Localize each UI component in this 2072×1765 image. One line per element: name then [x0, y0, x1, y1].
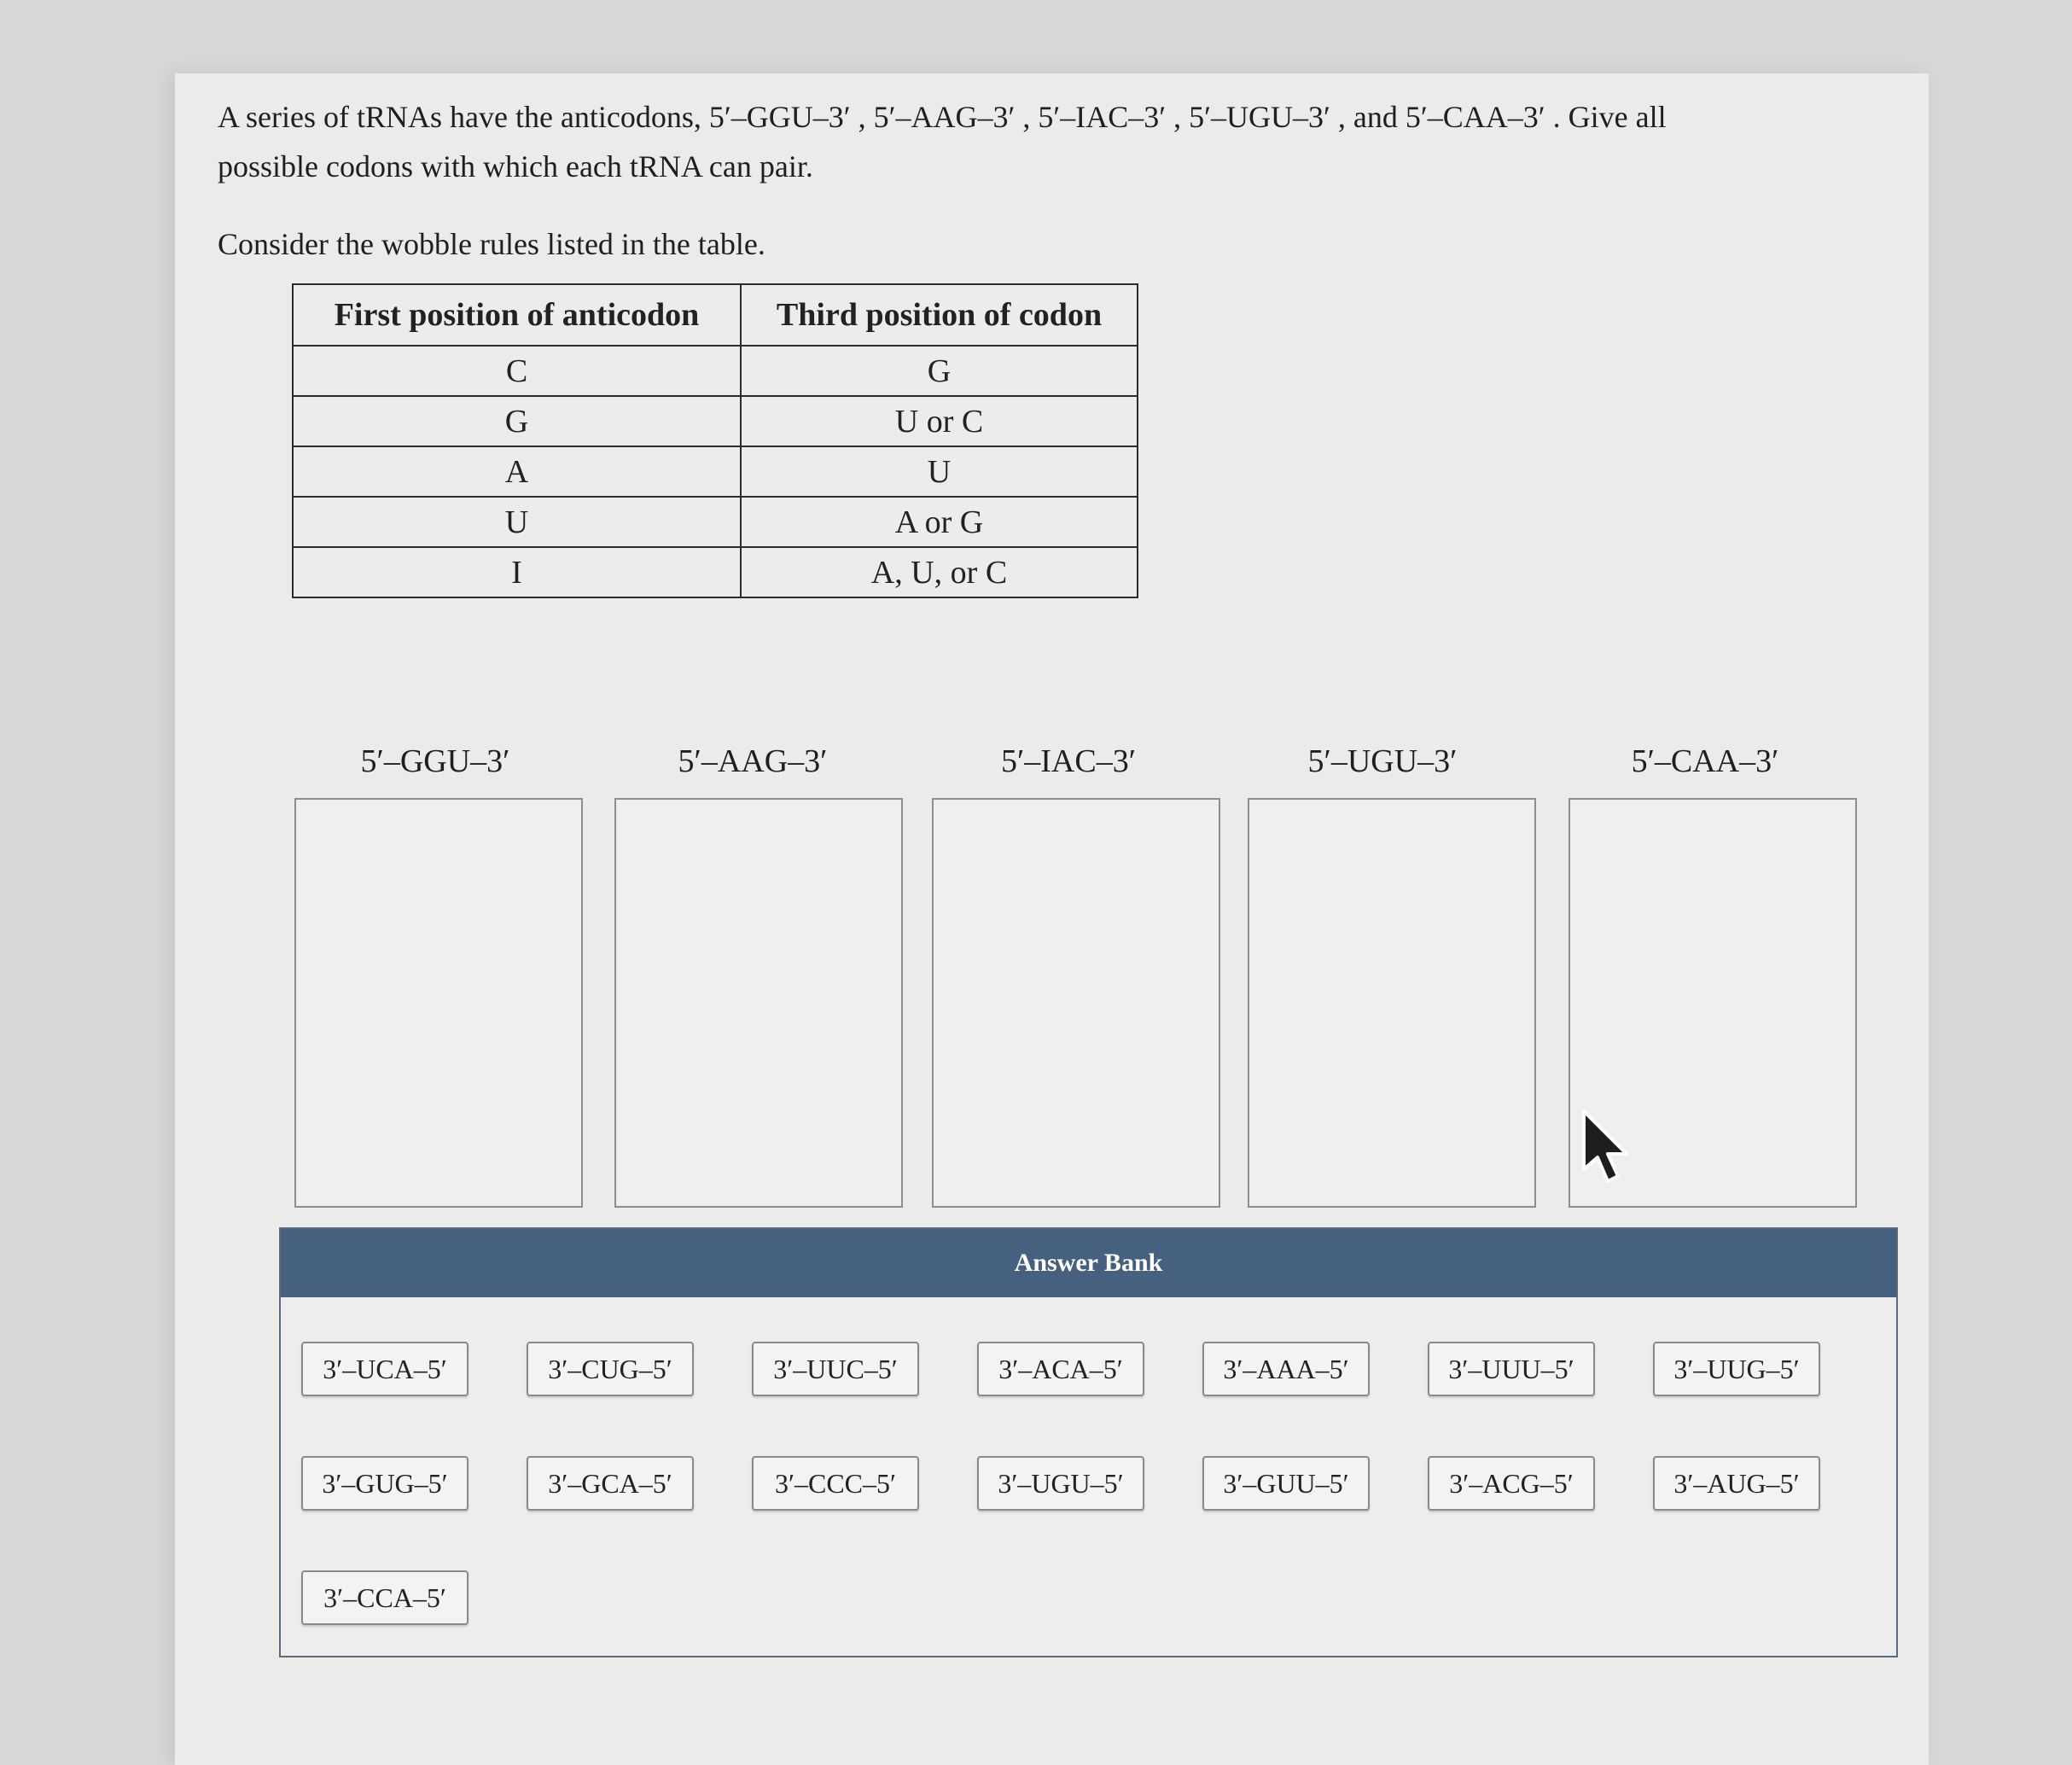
table-row: [293, 446, 1138, 497]
table-row: [293, 547, 1138, 597]
table-cell: A or G: [741, 497, 1138, 547]
answer-chip[interactable]: 3′–ACA–5′: [977, 1342, 1144, 1396]
answer-chip[interactable]: 3′–ACG–5′: [1428, 1456, 1595, 1511]
answer-chip[interactable]: 3′–GCA–5′: [527, 1456, 694, 1511]
wobble-rules-table: [292, 283, 1138, 598]
table-cell: U: [741, 446, 1138, 497]
question-line-2: possible codons with which each tRNA can pair.: [218, 149, 813, 183]
table-header-row: [293, 284, 1138, 346]
answer-chip[interactable]: 3′–CCC–5′: [752, 1456, 919, 1511]
table-cell: U: [293, 497, 741, 547]
drop-target-iac[interactable]: [932, 798, 1220, 1208]
table-cell: G: [293, 396, 741, 446]
table-cell: G: [741, 346, 1138, 396]
target-label-aag: 5′–AAG–3′: [678, 743, 828, 779]
target-label-ugu: 5′–UGU–3′: [1307, 743, 1458, 779]
answer-chip[interactable]: 3′–UUG–5′: [1653, 1342, 1820, 1396]
target-label-iac: 5′–IAC–3′: [1000, 743, 1137, 779]
table-cell: U or C: [741, 396, 1138, 446]
instruction-text: Consider the wobble rules listed in the table.: [218, 227, 765, 261]
drop-target-aag[interactable]: [614, 798, 903, 1208]
table-cell: I: [293, 547, 741, 597]
answer-chip[interactable]: 3′–UUU–5′: [1428, 1342, 1595, 1396]
question-line-1: A series of tRNAs have the anticodons, 5′–GGU–3′ , 5′–AAG–3′ , 5′–IAC–3′ , 5′–UGU–3′ , and 5′–CAA–3′ . Give all: [218, 100, 1667, 134]
table-header-cell: First position of anticodon: [293, 284, 741, 346]
table-cell: C: [293, 346, 741, 396]
answer-chip[interactable]: 3′–GUG–5′: [301, 1456, 469, 1511]
table-row: [293, 346, 1138, 396]
table-cell: A, U, or C: [741, 547, 1138, 597]
drop-target-ugu[interactable]: [1248, 798, 1536, 1208]
answer-chip[interactable]: 3′–GUU–5′: [1202, 1456, 1370, 1511]
answer-chip[interactable]: 3′–UCA–5′: [301, 1342, 469, 1396]
table-header-cell: Third position of codon: [741, 284, 1138, 346]
target-label-ggu: 5′–GGU–3′: [360, 743, 510, 779]
target-label-caa: 5′–CAA–3′: [1631, 743, 1779, 779]
answer-bank: [279, 1227, 1898, 1657]
question-text: [218, 92, 1882, 191]
answer-bank-title: Answer Bank: [281, 1229, 1896, 1297]
answer-chip[interactable]: 3′–AUG–5′: [1653, 1456, 1820, 1511]
table-cell: A: [293, 446, 741, 497]
table-row: [293, 396, 1138, 446]
drop-target-ggu[interactable]: [294, 798, 583, 1208]
mouse-pointer-icon: [1580, 1110, 1632, 1186]
answer-chip[interactable]: 3′–UGU–5′: [977, 1456, 1144, 1511]
answer-chip[interactable]: 3′–CUG–5′: [527, 1342, 694, 1396]
answer-chip[interactable]: 3′–CCA–5′: [301, 1570, 469, 1625]
table-row: [293, 497, 1138, 547]
answer-chip[interactable]: 3′–AAA–5′: [1202, 1342, 1370, 1396]
answer-chip[interactable]: 3′–UUC–5′: [752, 1342, 919, 1396]
